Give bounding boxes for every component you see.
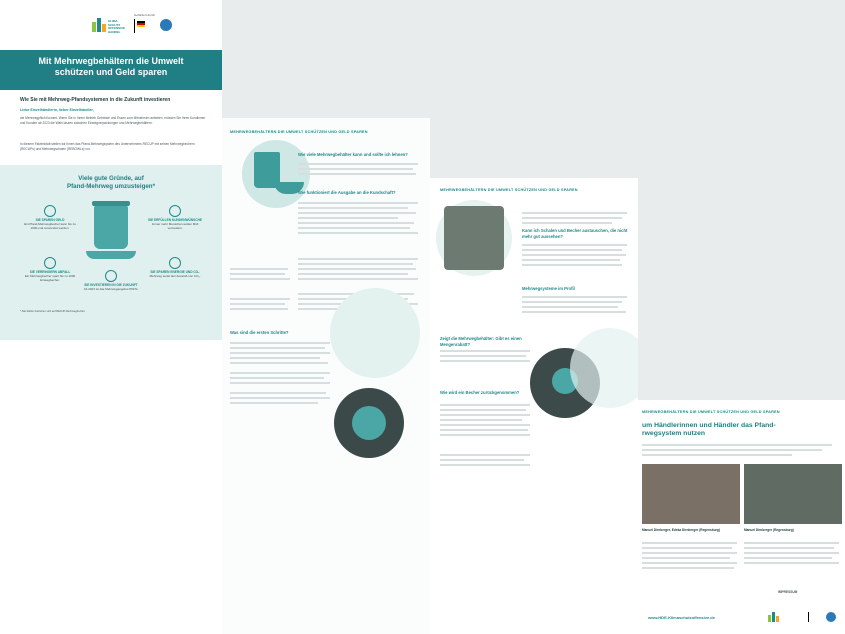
nki-logo [160, 19, 172, 31]
photo-merchant-1 [642, 464, 740, 524]
text-line [522, 222, 612, 224]
person-1-name: Manuel Dirnberger, Edeka Dirnberger (Regensburg) [642, 528, 720, 532]
text-line [522, 264, 622, 266]
bmu-logo [134, 19, 157, 33]
q2: Wie funktioniert die Ausgabe an die Kundschaft? [298, 190, 396, 195]
text-line [298, 202, 418, 204]
text-line [298, 173, 416, 175]
text-line [440, 404, 530, 406]
footer-bmu-logo [808, 612, 823, 622]
cup-illustration [94, 205, 128, 249]
text-line [298, 217, 398, 219]
text-line [440, 434, 530, 436]
klimaschutz-logo [92, 18, 106, 32]
footer-nki-logo [826, 612, 836, 622]
text-line [230, 392, 326, 394]
text-line [440, 355, 526, 357]
co2-icon [169, 257, 181, 269]
people-photo [444, 206, 504, 270]
reasons-box [0, 165, 222, 340]
text-line [230, 402, 318, 404]
q-systems: Mehrwegsysteme im Profil [522, 286, 575, 291]
text-line [440, 409, 526, 411]
text-line [298, 258, 418, 260]
text-line [230, 382, 330, 384]
heart-icon [169, 205, 181, 217]
deco-circle [330, 288, 420, 378]
text-line [440, 419, 522, 421]
text-line [230, 397, 330, 399]
text-line [744, 542, 839, 544]
text-line [230, 362, 328, 364]
text-line [744, 562, 839, 564]
page-4 [638, 400, 845, 634]
text-line [522, 217, 622, 219]
text-line [642, 547, 732, 549]
reason-customer-wishes: SIE ERFÜLLEN KUNDENWÜNSCHE Immer mehr Menschen wollen Müll vermeiden. [145, 205, 205, 230]
text-line [642, 449, 822, 451]
text-line [230, 377, 324, 379]
text-line [298, 232, 418, 234]
text-line [230, 298, 290, 300]
text-line [440, 429, 528, 431]
text-line [440, 424, 530, 426]
text-line [642, 542, 737, 544]
text-line [440, 360, 530, 362]
page-3 [430, 178, 638, 634]
page-title: Mit Mehrwegbehältern die Umwelt schützen und Geld sparen [0, 50, 222, 90]
person-2-name: Manuel Dirnberger (Regensburg) [744, 528, 794, 532]
text-line [298, 263, 413, 265]
bowl-illustration [86, 251, 136, 259]
text-line [230, 268, 288, 270]
text-line [440, 414, 530, 416]
logo-text: KLIMA SCHUTZ OFFENSIVE HANDEL [108, 19, 126, 34]
text-line [642, 557, 730, 559]
q-discount: Zeigt die Mehrwegbehälter: Gibt es einen Mengenrabatt? [440, 336, 522, 347]
reasons-footnote: * Alle Zahlen beziehen sich auf RECUP-Mehrwegbecher. [20, 310, 86, 313]
reasons-title: Viele gute Gründe, auf Pfand-Mehrweg umzusteigen* [66, 175, 155, 190]
text-line [642, 552, 737, 554]
text-line [744, 557, 832, 559]
footer-logo [768, 612, 779, 622]
q1: Wie viele Mehrwegbehälter kann und sollte ich lehnen? [298, 152, 408, 157]
text-line [230, 357, 320, 359]
subtitle: Wie Sie mit Mehrweg-Pfandsystemen in die Zukunft investieren [20, 97, 171, 103]
text-line [230, 352, 330, 354]
text-line [522, 311, 626, 313]
text-line [522, 254, 626, 256]
text-line [298, 163, 418, 165]
text-line [642, 444, 832, 446]
text-line [230, 303, 285, 305]
page4-title: um Händlerinnen und Händler das Pfand- rwegsystem nutzen [642, 422, 776, 437]
greeting: Liebe Einzelhändlerin, lieber Einzelhändler, [20, 108, 94, 112]
calendar-icon [105, 270, 117, 282]
text-line [522, 301, 622, 303]
text-line [230, 342, 330, 344]
text-line [522, 212, 627, 214]
text-line [440, 350, 530, 352]
trash-icon [44, 257, 56, 269]
reason-save-co2: SIE SPAREN ENERGIE UND CO₂ Mehrweg senkt den Ausstoß von CO₂. [145, 257, 205, 278]
text-line [298, 207, 408, 209]
text-line [522, 244, 627, 246]
section-header: MEHRWEGBEHÄLTERN DIE UMWELT SCHÜTZEN UND GELD SPAREN [642, 410, 780, 414]
q-return: Wie wird ein Becher zurückgenommen? [440, 390, 520, 395]
money-icon [44, 205, 56, 217]
text-line [298, 212, 416, 214]
text-line [440, 459, 524, 461]
photo-merchant-2 [744, 464, 842, 524]
page-1 [0, 0, 222, 634]
text-line [642, 454, 792, 456]
text-line [230, 347, 325, 349]
text-line [642, 562, 737, 564]
footer-url[interactable]: www.HDE-Klimaschutzoffensive.de [648, 615, 715, 620]
supported-by: Gefördert durch [134, 13, 156, 17]
text-line [522, 296, 627, 298]
text-line [230, 372, 330, 374]
text-line [298, 222, 414, 224]
bowl-photo-2 [352, 406, 386, 440]
text-line [642, 567, 734, 569]
reason-future: SIE INVESTIEREN IN DIE ZUKUNFT Ab 2023 ist das Mehrwegangebot Pflicht. [82, 270, 140, 291]
text-line [440, 454, 530, 456]
text-line [298, 273, 408, 275]
page-2 [222, 118, 430, 634]
text-line [298, 227, 410, 229]
intro-text-2: In diesem Faktenblatt stellen wir Ihnen das Pfand-Mehrwegsystem des Unternehmens RECUP mit seinen Mehrwegbechern (RECUPs) und Mehrwegschalen (REBOWLs) vor. [20, 142, 195, 151]
text-line [744, 547, 834, 549]
text-line [230, 308, 288, 310]
text-line [522, 306, 618, 308]
reason-save-money: SIE SPAREN GELD Ein Pfand-Mehrwegbecher kann bis zu 1000-mal verwendet werden. [20, 205, 80, 230]
section-header: MEHRWEGBEHÄLTERN DIE UMWELT SCHÜTZEN UND GELD SPAREN [440, 188, 578, 192]
intro-text: die Mehrwegpflicht kommt. Wenn Sie in Ihrem Betrieb Getränke und Essen zum Mitnehmen anbieten, müssen Sie Ihren Kundinnen und Kunden ab 2023 die Wahl lassen zwischen Einwegverpackungen und Mehrwegbehältern. [20, 116, 206, 125]
q3: Was sind die ersten Schritte? [230, 330, 289, 335]
text-line [744, 552, 839, 554]
reason-less-waste: SIE VERRINGERN ABFALL Ein Mehrwegbecher spart bis zu 1000 Einwegbecher. [20, 257, 80, 282]
text-line [522, 249, 622, 251]
section-header: MEHRWEGBEHÄLTERN DIE UMWELT SCHÜTZEN UND GELD SPAREN [230, 130, 368, 134]
impressum: IMPRESSUM [778, 590, 798, 594]
text-line [298, 268, 416, 270]
q-exchange: Kann ich Schalen und Becher austauschen, die nicht mehr gut aussehen? [522, 228, 628, 239]
text-line [440, 464, 530, 466]
text-line [298, 168, 413, 170]
text-line [522, 259, 620, 261]
text-line [230, 273, 285, 275]
text-line [298, 278, 418, 280]
text-line [230, 278, 290, 280]
